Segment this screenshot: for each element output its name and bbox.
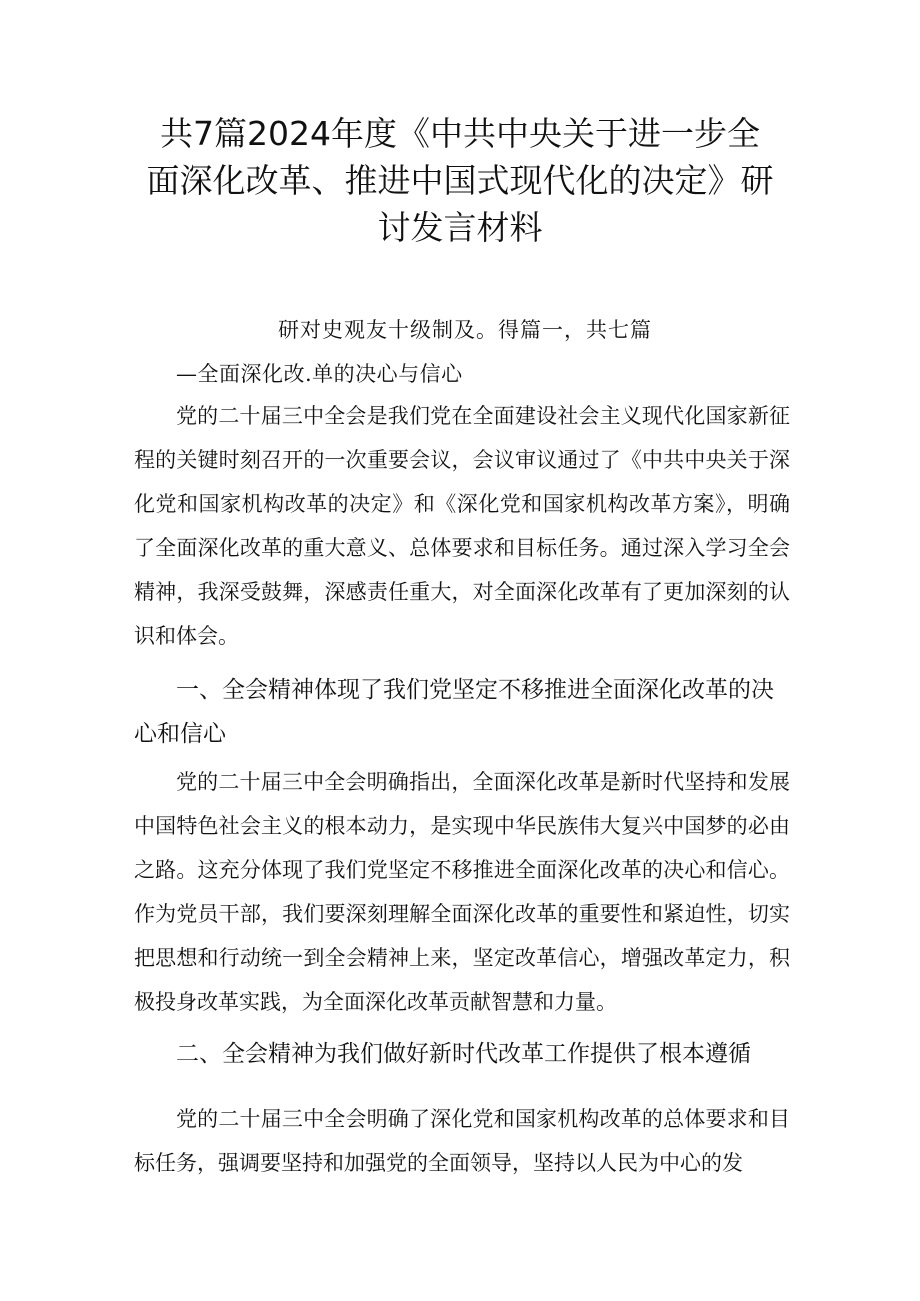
title-line-3: 讨发言材料 xyxy=(377,208,543,247)
paragraph-1: 党的二十届三中全会是我们党在全面建设社会主义现代化国家新征程的关键时刻召开的一次重要会议，会议审议通过了《中共中央关于深化党和国家机构改革的决定》和《深化党和国家机构改革方案》，明确了全面深化改革的重大意义、总体要求和目标任务。通过深入学习全会精神，我深受鼓舞，深感责任重大，对全面深化改革有了更加深刻的认识和体会。 xyxy=(134,404,790,648)
heading-1: 一、全会精神体现了我们党坚定不移推进全面深化改革的决心和信心 xyxy=(134,677,774,747)
section-subtitle: 研对史观友十级制及。得篇一，共七篇 xyxy=(278,318,652,342)
heading-2: 二、全会精神为我们做好新时代改革工作提供了根本遵循 xyxy=(176,1041,751,1067)
section-subtitle-2: —全面深化改.单的决心与信心 xyxy=(176,362,463,386)
document-title xyxy=(120,110,800,251)
paragraph-3: 党的二十届三中全会明确了深化党和国家机构改革的总体要求和目标任务，强调要坚持和加强党的全面领导，坚持以人民为中心的发 xyxy=(134,1107,790,1175)
title-line-1: 共7篇2024年度《中共中央关于进一步全 xyxy=(160,114,760,153)
paragraph-2: 党的二十届三中全会明确指出，全面深化改革是新时代坚持和发展中国特色社会主义的根本动力，是实现中华民族伟大复兴中国梦的必由之路。这充分体现了我们党坚定不移推进全面深化改革的决心和信心。作为党员干部，我们要深刻理解全面深化改革的重要性和紧迫性，切实把思想和行动统一到全会精神上来，坚定改革信心，增强改革定力，积极投身改革实践，为全面深化改革贡献智慧和力量。 xyxy=(134,770,790,1014)
title-line-2: 面深化改革、推进中国式现代化的决定》研 xyxy=(146,161,774,200)
